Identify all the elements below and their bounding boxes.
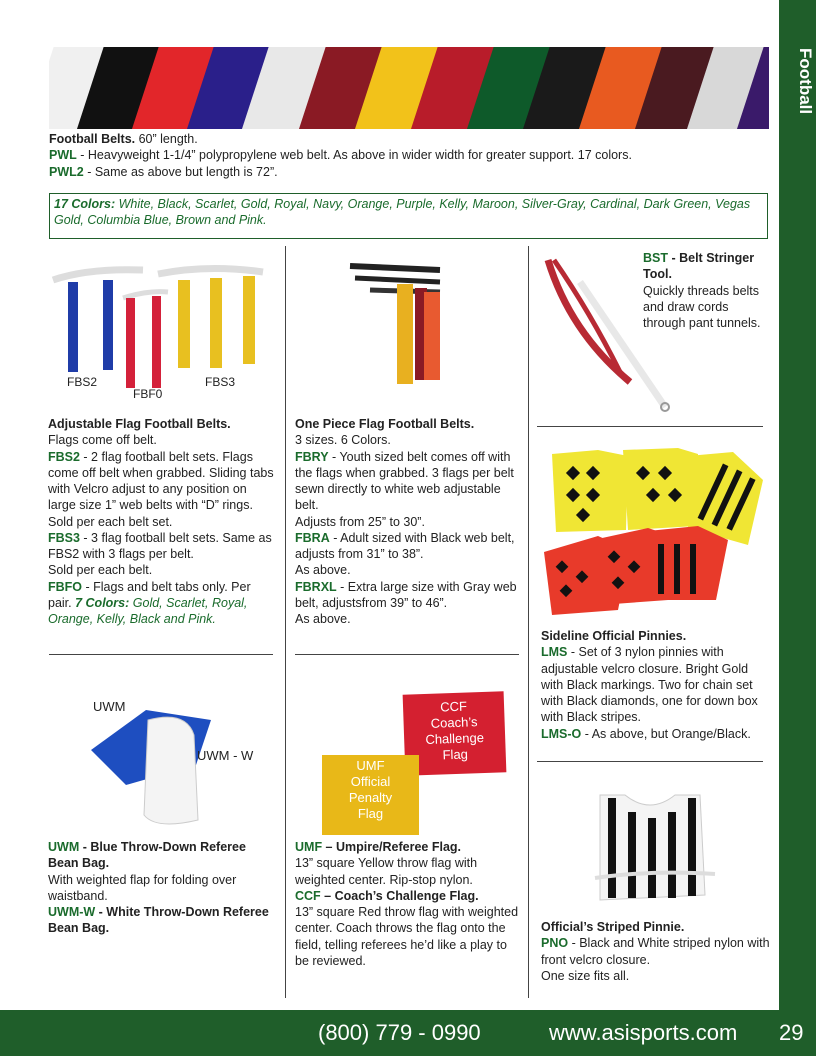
adjustable-line1: Flags come off belt. xyxy=(48,433,157,448)
fbfo-colors-lead: 7 Colors: xyxy=(75,595,130,610)
umf-title: – Umpire/Referee Flag. xyxy=(322,840,462,854)
bean-bag-text xyxy=(48,839,276,937)
ccf-label-3: Challenge xyxy=(425,729,485,748)
column-divider-1 xyxy=(285,246,286,998)
umf-label-4: Flag xyxy=(357,806,384,821)
lms-text: - Set of 3 nylon pinnies with adjustable velcro closure. Bright Gold with Black markings. Two for chain set with Black diamonds, one for down box with Black stripes. xyxy=(541,645,758,725)
pwl2-code: PWL2 xyxy=(49,164,84,179)
bst-code: BST xyxy=(643,251,668,265)
uwm-w-code: UWM-W xyxy=(48,905,96,919)
one-piece-belts-text xyxy=(295,416,523,627)
striped-pinnie-image xyxy=(590,790,720,910)
adjustable-sold: Sold per each belt. xyxy=(48,563,153,578)
fbfo-text: - Flags and belt tabs only. Per pair. xyxy=(48,579,251,610)
fbs2-text: - 2 flag football belt sets. Flags come off belt when grabbed. Sliding tabs with Velcro adjust to any position on large size 1” web belts with “D” rings. Sold per each belt set. xyxy=(48,449,274,529)
uwm-code: UWM xyxy=(48,840,80,854)
colors-lead: 17 Colors: xyxy=(54,197,116,211)
pwl-code: PWL xyxy=(49,148,77,163)
fbfo-code: FBFO xyxy=(48,579,83,594)
ccf-label-1: CCF xyxy=(439,698,468,715)
ccf-description: 13” square Red throw flag with weighted center. Coach throws the flag onto the field, telling referees he’d like a play to be reviewed. xyxy=(295,905,519,968)
row-divider-2 xyxy=(295,654,519,655)
adjustable-belts-text xyxy=(48,416,276,627)
row-divider-3 xyxy=(537,426,763,427)
umf-code: UMF xyxy=(295,840,323,854)
ccf-title: – Coach’s Challenge Flag. xyxy=(320,888,479,903)
page-number: 29 xyxy=(779,1020,804,1045)
uwm-description: With weighted flap for folding over waistband. xyxy=(48,872,237,903)
umf-label-1: UMF xyxy=(356,758,385,773)
colors-box xyxy=(49,193,768,239)
bst-description: Quickly threads belts and draw cords through pant tunnels. xyxy=(643,283,761,330)
striped-title: Official’s Striped Pinnie. xyxy=(541,920,685,934)
uwm-w-label: UWM - W xyxy=(197,748,254,763)
pno-code: PNO xyxy=(541,936,569,951)
column-divider-2 xyxy=(528,246,529,998)
fbf0-label: FBF0 xyxy=(133,387,163,401)
striped-pinnie-text xyxy=(541,919,771,984)
fbry-text: - Youth sized belt comes off with the flags when grabbed. 3 flags per belt sewn directly to white web adjustable belt. xyxy=(295,449,514,513)
sideline-pinnies-image xyxy=(538,440,768,620)
lmso-code: LMS-O xyxy=(541,726,582,741)
pwl2-text: - Same as above but length is 72”. xyxy=(83,164,278,179)
one-piece-above2: As above. xyxy=(295,612,351,626)
fbs2-code: FBS2 xyxy=(48,449,80,464)
umf-flag-image xyxy=(322,755,419,835)
pinnies-title: Sideline Official Pinnies. xyxy=(541,629,687,643)
one-piece-title: One Piece Flag Football Belts. xyxy=(295,417,475,431)
lmso-text: - As above, but Orange/Black. xyxy=(581,726,751,741)
fbry-code: FBRY xyxy=(295,449,329,464)
footer-phone: (800) 779 - 0990 xyxy=(318,1020,481,1045)
bst-title: - Belt Stringer Tool. xyxy=(643,251,755,282)
belts-title: Football Belts. xyxy=(49,132,136,146)
pno-text: - Black and White striped nylon with front velcro closure. xyxy=(541,936,770,967)
one-piece-line1: 3 sizes. 6 Colors. xyxy=(295,433,391,448)
adjustable-title: Adjustable Flag Football Belts. xyxy=(48,417,231,431)
lms-code: LMS xyxy=(541,645,568,660)
fbfo-colors: Gold, Scarlet, Royal, Orange, Kelly, Black and Pink. xyxy=(48,595,248,626)
fbrxl-text: - Extra large size with Gray web belt, adjustsfrom 39” to 46”. xyxy=(295,579,517,610)
striped-fits: One size fits all. xyxy=(541,968,630,983)
colors-list: White, Black, Scarlet, Gold, Royal, Navy, Orange, Purple, Kelly, Maroon, Silver-Gray, Cardinal, Dark Green, Vegas Gold, Columbia Blue, Brown and Pink. xyxy=(54,197,751,228)
one-piece-belts-image xyxy=(340,256,450,386)
sideline-pinnies-text xyxy=(541,628,771,742)
footer-website: www.asisports.com xyxy=(549,1020,738,1045)
one-piece-adjusts: Adjusts from 25” to 30”. xyxy=(295,514,425,529)
fbra-text: - Adult sized with Black web belt, adjusts from 31” to 38”. xyxy=(295,530,515,561)
belts-length: 60” length. xyxy=(135,132,198,146)
fbs3-text: - 3 flag football belt sets. Same as FBS2 with 3 flags per belt. xyxy=(48,530,272,561)
section-tab-label: Football xyxy=(796,48,815,115)
fbra-code: FBRA xyxy=(295,530,330,545)
fbs3-code: FBS3 xyxy=(48,530,80,545)
flags-text xyxy=(295,839,523,969)
ccf-code: CCF xyxy=(295,888,321,903)
umf-label-3: Penalty xyxy=(348,790,393,805)
one-piece-above1: As above. xyxy=(295,563,351,578)
uwm-title: - Blue Throw-Down Referee Bean Bag. xyxy=(48,840,246,871)
fbs2-label: FBS2 xyxy=(67,375,98,389)
row-divider-4 xyxy=(537,761,763,762)
bst-text xyxy=(643,250,768,331)
belt-colors-banner xyxy=(49,47,769,129)
ccf-label-4: Flag xyxy=(442,746,469,763)
fbs3-label: FBS3 xyxy=(205,375,236,389)
football-belts-text xyxy=(49,131,769,180)
pwl-text: - Heavyweight 1-1/4” polypropylene web belt. As above in wider width for greater support. 17 colors. xyxy=(76,148,632,163)
uwm-w-title: - White Throw-Down Referee Bean Bag. xyxy=(48,905,269,936)
ccf-label-2: Coach’s xyxy=(430,714,478,731)
uwm-label: UWM xyxy=(93,699,126,714)
footer-bar xyxy=(0,1010,816,1056)
section-tab xyxy=(779,0,816,1010)
umf-description: 13” square Yellow throw flag with weighted center. Rip-stop nylon. xyxy=(295,856,478,887)
umf-label-2: Official xyxy=(350,774,391,789)
row-divider-1 xyxy=(49,654,273,655)
fbrxl-code: FBRXL xyxy=(295,579,337,594)
